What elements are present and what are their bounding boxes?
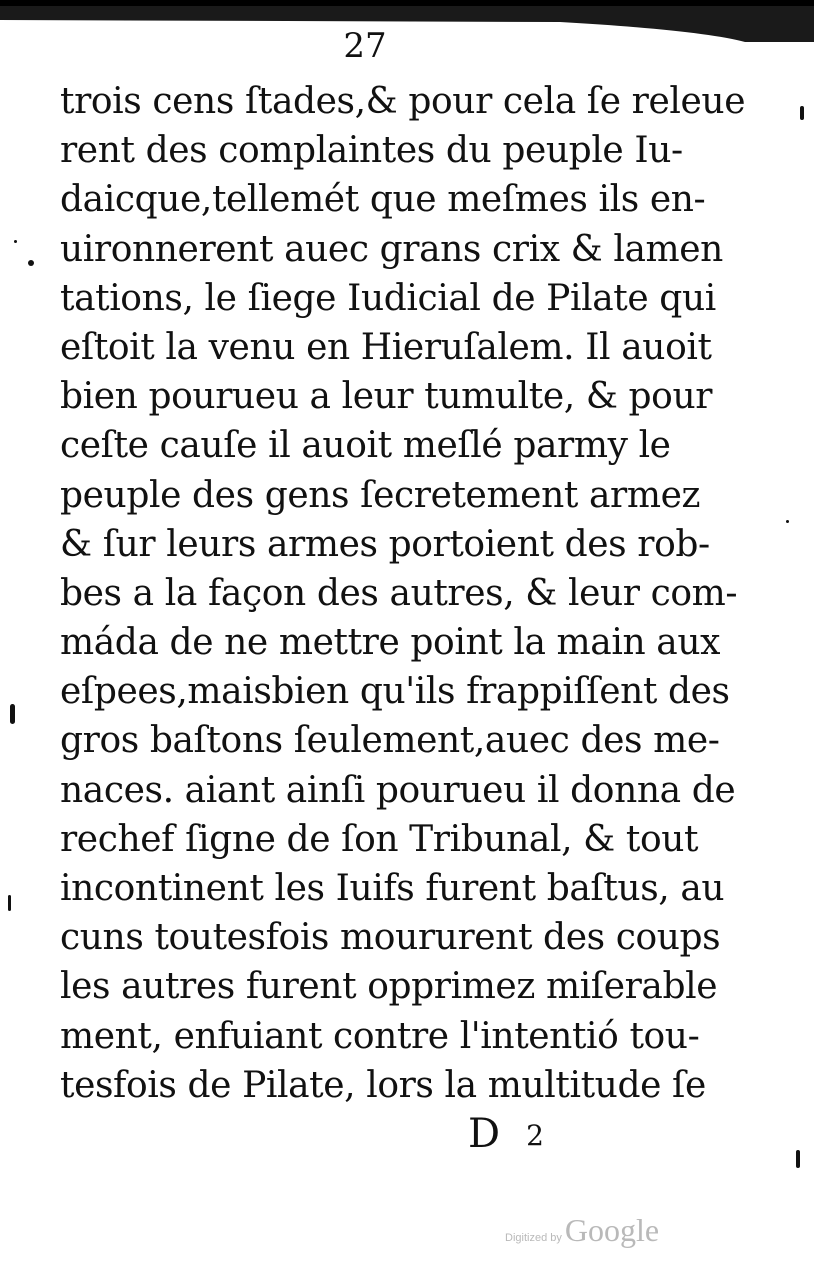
- watermark-small-text: Digitized by: [505, 1232, 562, 1244]
- text-line: ceſte cauſe il auoit meſlé parmy le: [60, 425, 671, 467]
- text-line: peuple des gens ſecretement armez: [60, 474, 701, 516]
- text-line: máda de ne mettre point la main aux: [60, 622, 721, 664]
- text-line: rent des complaintes du peuple Iu-: [60, 130, 683, 172]
- text-line: incontinent les Iuifs furent baſtus, au: [60, 868, 725, 909]
- signature-number: 2: [526, 1119, 544, 1152]
- scan-speck: [8, 895, 11, 911]
- watermark-logo-text: Google: [564, 1212, 660, 1248]
- scan-speck: [800, 106, 804, 120]
- text-line: eſtoit la venu en Hieruſalem. Il auoit: [60, 326, 712, 368]
- text-line: ment, enfuiant contre l'intentió tou-: [60, 1015, 700, 1057]
- scan-speck: [786, 520, 789, 523]
- signature-letter: D: [468, 1111, 501, 1157]
- text-line: bes a la façon des autres, & leur com-: [60, 572, 738, 614]
- signature-mark: [468, 1110, 544, 1160]
- scan-speck: [796, 1150, 800, 1168]
- text-line: trois cens ſtades,& pour cela ſe releue: [60, 81, 746, 122]
- scan-speck: [10, 704, 15, 724]
- text-line: les autres furent opprimez miſerable: [60, 966, 718, 1008]
- scanned-page-dark-edge: [0, 0, 814, 42]
- text-line: gros baſtons ſeulement,auec des me-: [60, 720, 720, 762]
- text-line: & ſur leurs armes portoient des rob-: [60, 523, 710, 565]
- text-line: tesfois de Pilate, lors la multitude ſe: [60, 1064, 706, 1106]
- text-line: eſpees,maisbien qu'ils frappiſſent des: [60, 671, 730, 713]
- text-line: tations, le ſiege Iudicial de Pilate qui: [60, 277, 716, 319]
- text-line: bien pourueu a leur tumulte, & pour: [60, 376, 713, 418]
- text-line: rechef ſigne de ſon Tribunal, & tout: [60, 818, 699, 860]
- text-line: cuns toutesfois moururent des coups: [60, 917, 721, 959]
- page-number: 27: [343, 26, 387, 66]
- text-line: naces. aiant ainſi pourueu il donna de: [60, 769, 736, 811]
- scan-speck: [14, 240, 17, 243]
- scan-speck: [28, 260, 34, 266]
- text-line: uironnerent auec grans crix & lamen: [60, 228, 723, 270]
- text-line: daicque,tellemét que meſmes ils en-: [60, 179, 706, 221]
- body-text: [60, 77, 746, 1110]
- google-watermark: [505, 1212, 675, 1252]
